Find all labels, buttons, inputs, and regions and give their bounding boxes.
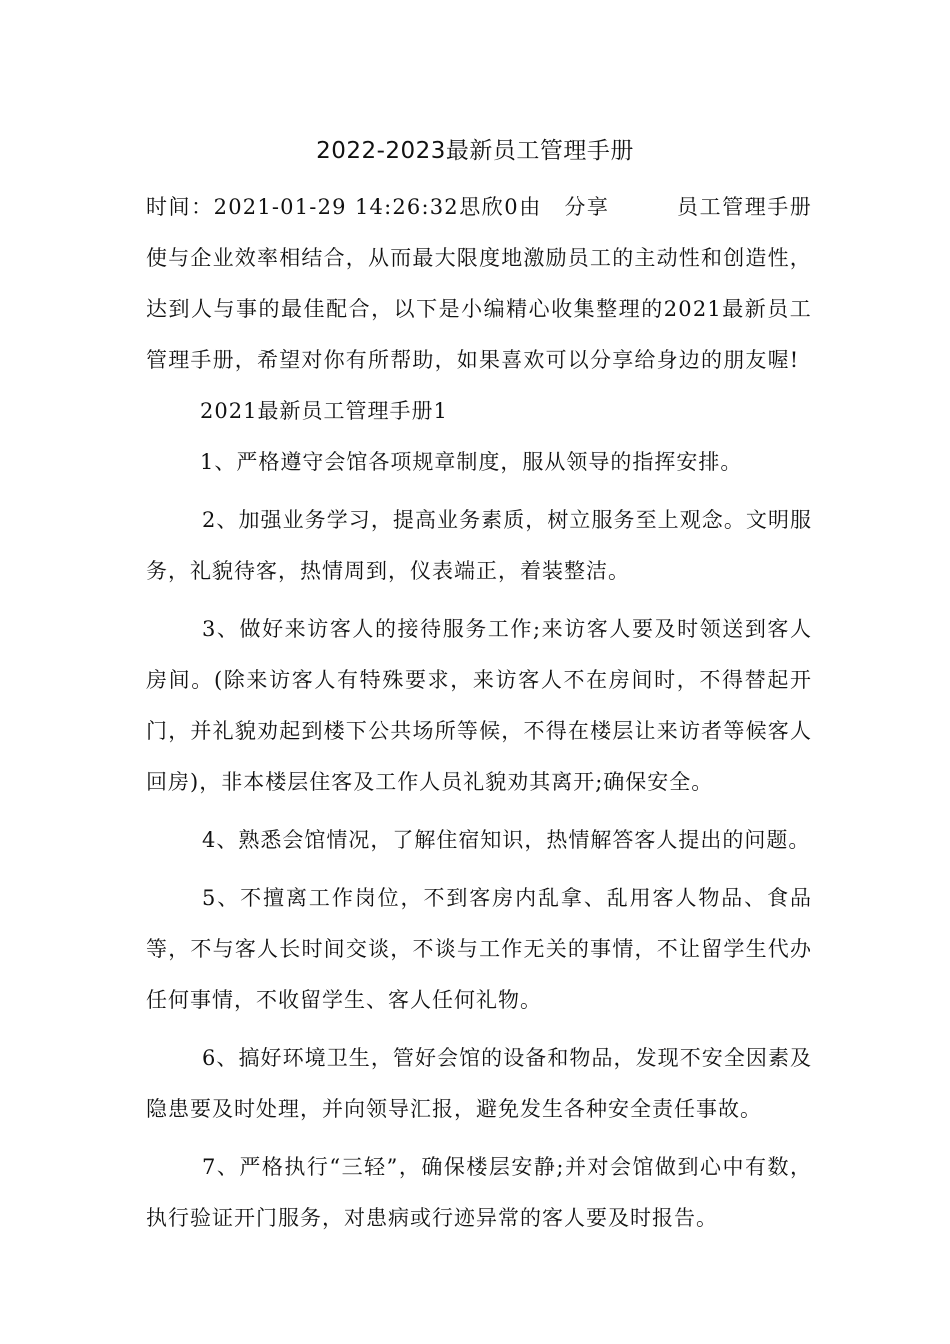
section-heading: 2021最新员工管理手册1 [200, 399, 448, 423]
list-item-6: 6、搞好环境卫生，管好会馆的设备和物品，发现不安全因素及隐患要及时处理，并向领导汇报，避免发生各种安全责任事故。 [146, 1046, 812, 1121]
document-title: 2022-2023最新员工管理手册 [316, 138, 634, 164]
list-item-5: 5、不擅离工作岗位，不到客房内乱拿、乱用客人物品、食品等，不与客人长时间交谈，不谈与工作无关的事情，不让留学生代办任何事情，不收留学生、客人任何礼物。 [146, 886, 812, 1012]
list-item-3: 3、做好来访客人的接待服务工作;来访客人要及时领送到客人房间。(除来访客人有特殊要求，来访客人不在房间时，不得替起开门，并礼貌劝起到楼下公共场所等候，不得在楼层让来访者等候客人回房)，非本楼层住客及工作人员礼貌劝其离开;确保安全。 [146, 617, 812, 794]
intro-paragraph: 时间：2021-01-29 14:26:32思欣0由 分享 员工管理手册使与企业效率相结合，从而最大限度地激励员工的主动性和创造性，达到人与事的最佳配合，以下是小编精心收集整理的2021最新员工管理手册，希望对你有所帮助，如果喜欢可以分享给身边的朋友喔! [146, 195, 812, 372]
list-item-7: 7、严格执行“三轻”，确保楼层安静;并对会馆做到心中有数，执行验证开门服务，对患病或行迹异常的客人要及时报告。 [146, 1155, 812, 1230]
document-body [146, 182, 812, 1244]
list-item-4: 4、熟悉会馆情况，了解住宿知识，热情解答客人提出的问题。 [202, 828, 811, 852]
list-item-2: 2、加强业务学习，提高业务素质，树立服务至上观念。文明服务，礼貌待客，热情周到，仪表端正，着装整洁。 [146, 508, 812, 583]
list-item-1: 1、严格遵守会馆各项规章制度，服从领导的指挥安排。 [200, 450, 743, 474]
